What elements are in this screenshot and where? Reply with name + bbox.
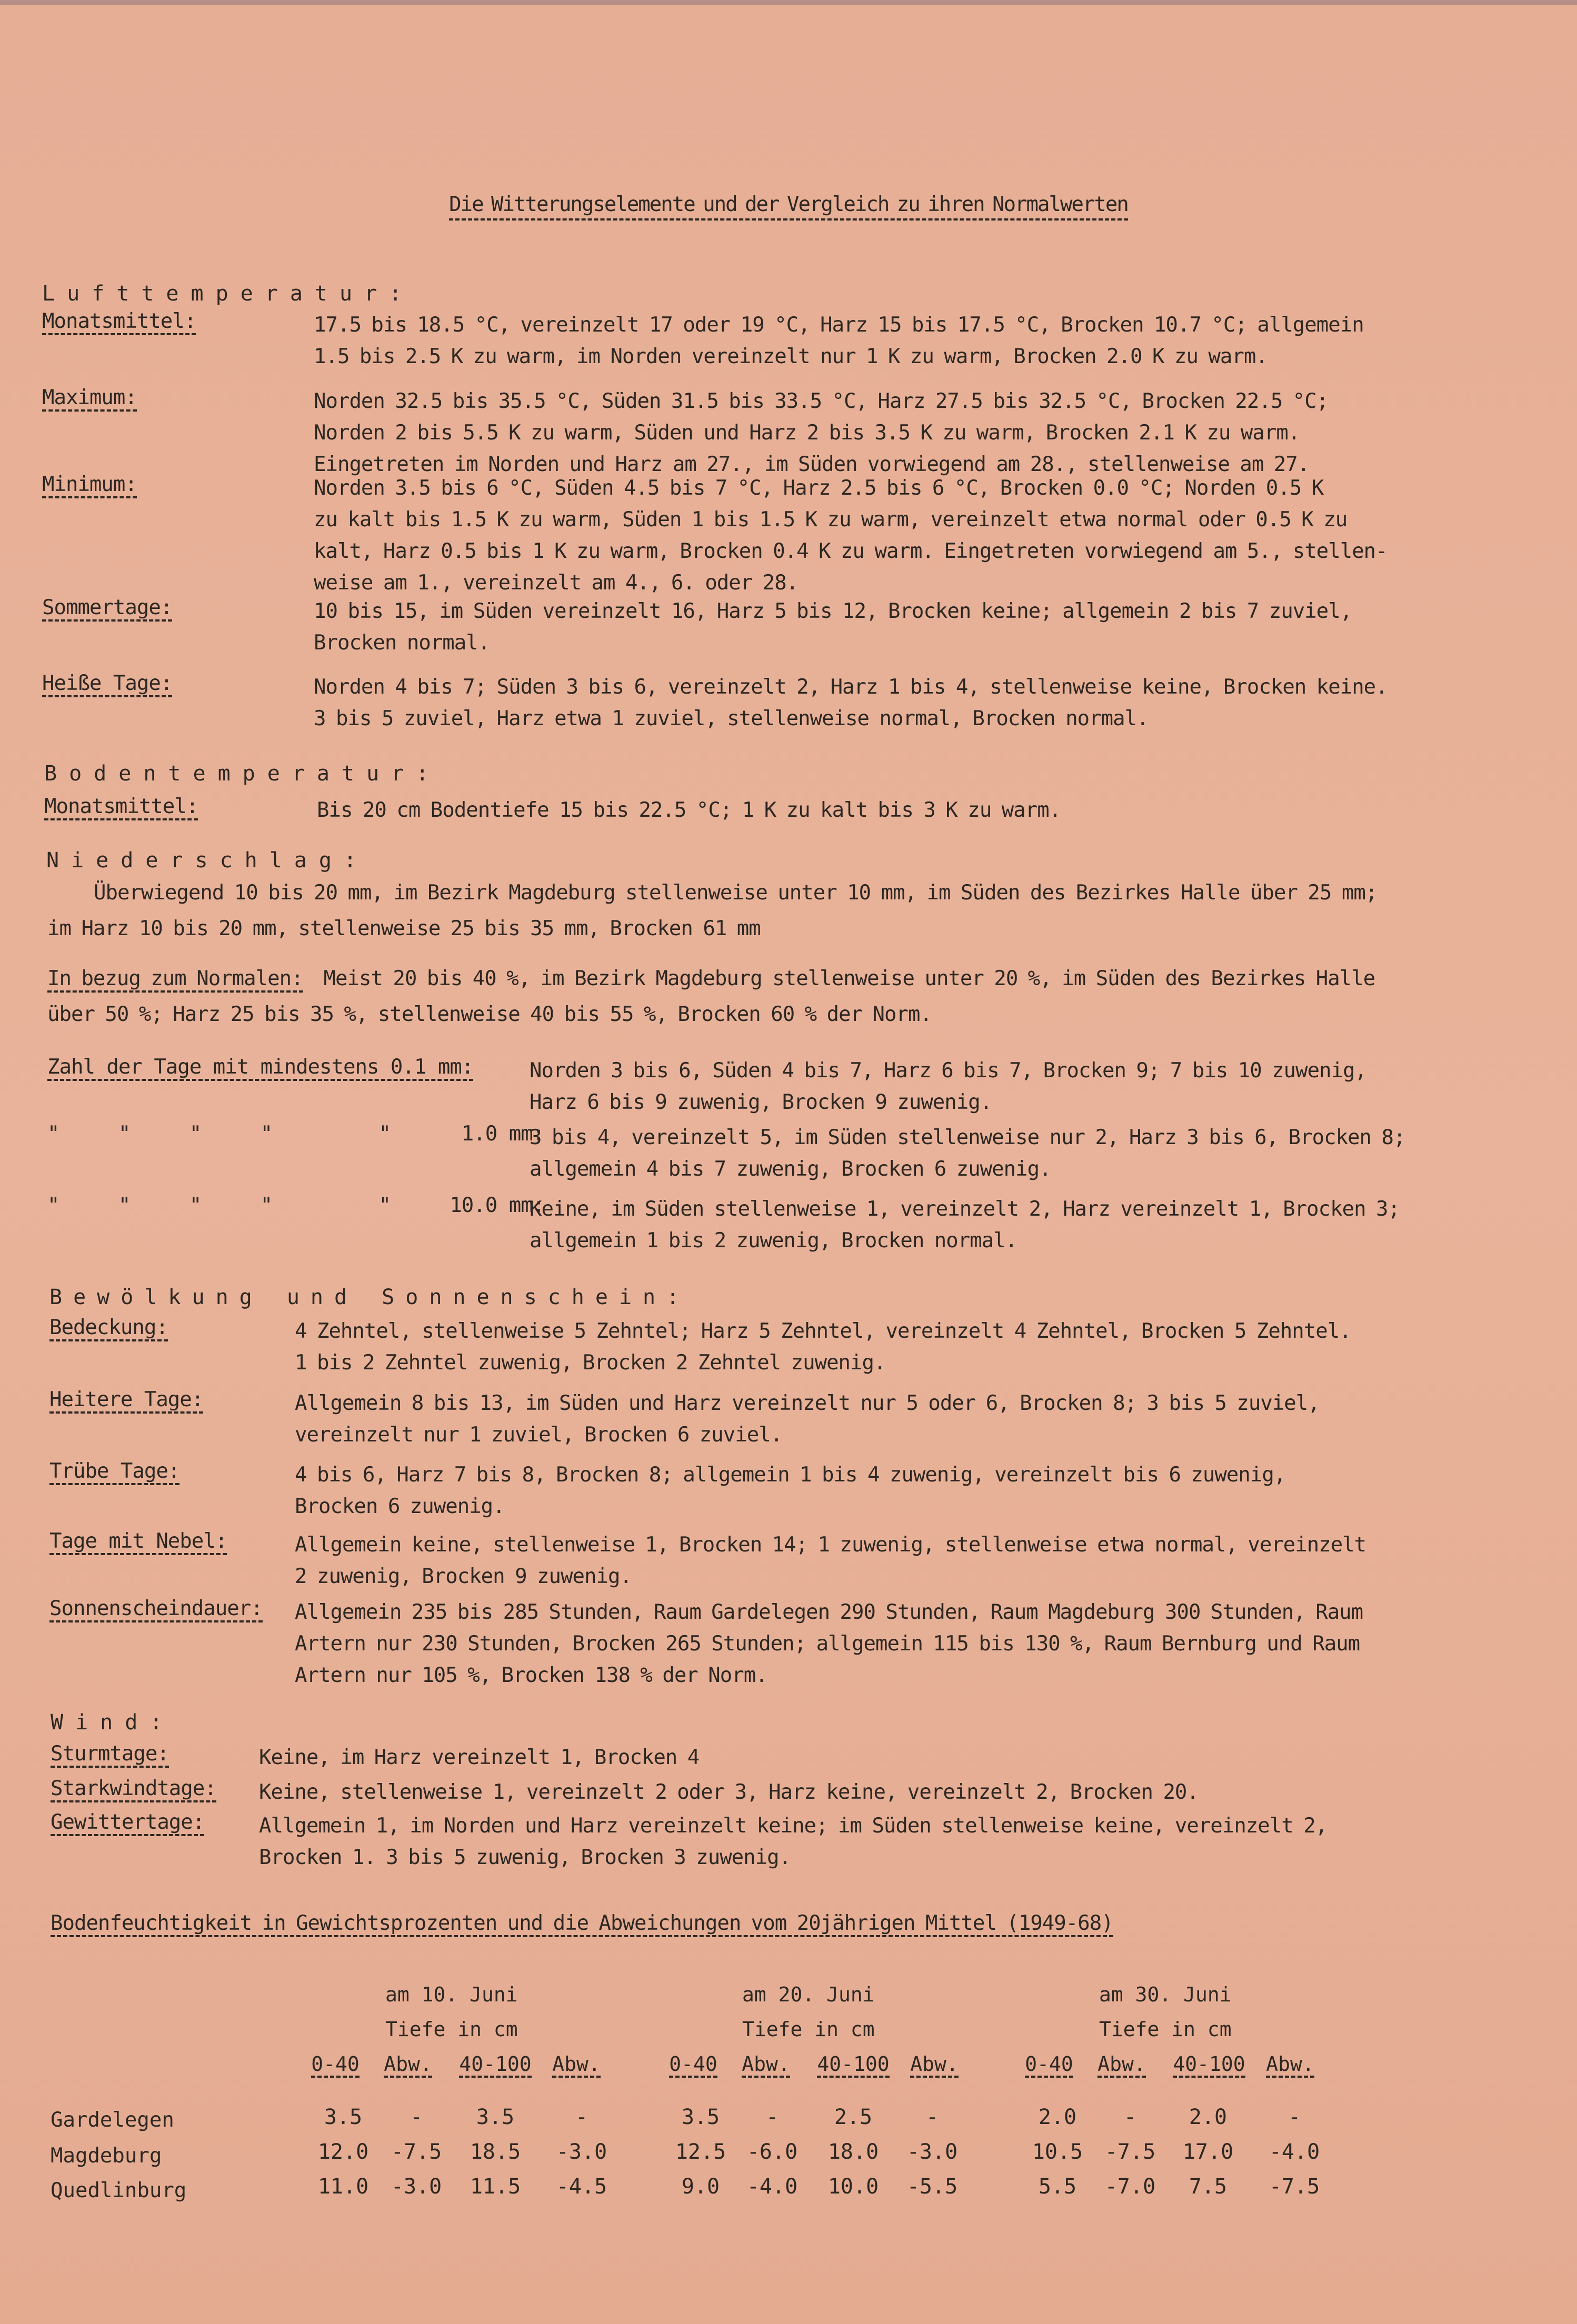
col-header-abw: Abw.	[905, 2052, 963, 2076]
group-depth-10-juni: Tiefe in cm	[385, 2018, 518, 2041]
table-cell: -	[410, 2105, 423, 2129]
col-header-abw: Abw.	[737, 2052, 795, 2076]
text-minimum: Norden 3.5 bis 6 °C, Süden 4.5 bis 7 °C, Harz 2.5 bis 6 °C, Brocken 0.0 °C; Norden 0.5 K zu kalt bis 1.5 K zu warm, Süden 1 bis 1.5 K zu warm, vereinzelt etwa normal oder 0.5 K zu kalt, Harz 0.5 bis 1 K zu warm, Brocken 0.4 K zu warm. Eingetreten vorwiegend am 5., stellen- weise am 1., vereinzelt am 4., 6. oder 28.	[314, 476, 1388, 595]
document-title: Die Witterungselemente und der Vergleich zu ihren Normalwerten	[0, 193, 1577, 216]
label-truebe-tage: Trübe Tage:	[49, 1459, 179, 1483]
table-cell: -	[575, 2105, 588, 2129]
group-date-20-juni: am 20. Juni	[742, 1983, 875, 2006]
table-cell: 17.0	[1182, 2140, 1234, 2164]
col-header-0-40: 0-40	[306, 2052, 364, 2076]
table-cell: 12.0	[317, 2140, 369, 2164]
group-date-30-juni: am 30. Juni	[1099, 1983, 1232, 2006]
label-monatsmittel-boden: Monatsmittel:	[44, 795, 198, 818]
label-tage-100mm: " " " " " 10.0 mm:	[47, 1194, 545, 1217]
text-gewittertage: Allgemein 1, im Norden und Harz vereinzelt keine; im Süden stellenweise keine, vereinzelt 2, Brocken 1. 3 bis 5 zuwenig, Brocken 3 zuwenig.	[259, 1814, 1328, 1869]
text-tage-100mm: Keine, im Süden stellenweise 1, vereinzelt 2, Harz vereinzelt 1, Brocken 3; allgemein 1 bis 2 zuwenig, Brocken normal.	[530, 1197, 1400, 1253]
section-heading-wind: Wind:	[51, 1710, 175, 1735]
niederschlag-normal: In bezug zum Normalen: Meist 20 bis 40 %, im Bezirk Magdeburg stellenweise unter 20 %, im Süden des Bezirkes Halle über 50 %; Harz 25 bis 35 %, stellenweise 40 bis 55 %, Brocken 60 % der Norm.	[47, 967, 1375, 1026]
col-header-40-100: 40-100	[814, 2052, 893, 2076]
table-cell: -7.5	[1269, 2175, 1320, 2199]
table-cell: 10.5	[1032, 2140, 1083, 2164]
group-date-10-juni: am 10. Juni	[385, 1983, 518, 2006]
table-cell: 2.0	[1189, 2105, 1227, 2129]
col-header-40-100: 40-100	[1170, 2052, 1249, 2076]
section-heading-lufttemperatur: Lufttemperatur:	[42, 282, 414, 306]
table-cell: -7.5	[391, 2140, 442, 2164]
table-cell: 2.0	[1038, 2105, 1077, 2129]
row-label-gardelegen: Gardelegen	[51, 2108, 174, 2132]
table-cell: -	[925, 2105, 939, 2129]
table-cell: -3.0	[906, 2140, 958, 2164]
text-monatsmittel: 17.5 bis 18.5 °C, vereinzelt 17 oder 19 °C, Harz 15 bis 17.5 °C, Brocken 10.7 °C; allgemein 1.5 bis 2.5 K zu warm, im Norden vereinzelt nur 1 K zu warm, Brocken 2.0 K zu warm.	[314, 313, 1364, 368]
table-cell: 12.5	[675, 2140, 726, 2164]
text-sturmtage: Keine, im Harz vereinzelt 1, Brocken 4	[259, 1746, 700, 1769]
niederschlag-paragraph: Überwiegend 10 bis 20 mm, im Bezirk Magdeburg stellenweise unter 10 mm, im Süden des Bezirkes Halle über 25 mm; im Harz 10 bis 20 mm, stellenweise 25 bis 35 mm, Brocken 61 mm	[47, 881, 1378, 940]
label-minimum: Minimum:	[42, 473, 137, 496]
table-cell: -7.5	[1104, 2140, 1156, 2164]
table-cell: -5.5	[906, 2175, 958, 2199]
text-maximum: Norden 32.5 bis 35.5 °C, Süden 31.5 bis 33.5 °C, Harz 27.5 bis 32.5 °C, Brocken 22.5 °C; Norden 2 bis 5.5 K zu warm, Süden und Harz 2 bis 3.5 K zu warm, Brocken 2.1 K zu warm. Eingetreten im Norden und Harz am 27., im Süden vorwiegend am 28., stellenweise am 27.	[314, 389, 1329, 476]
text-starkwindtage: Keine, stellenweise 1, vereinzelt 2 oder 3, Harz keine, vereinzelt 2, Brocken 20.	[259, 1780, 1199, 1804]
col-header-0-40: 0-40	[664, 2052, 722, 2076]
text-bedeckung: 4 Zehntel, stellenweise 5 Zehntel; Harz 5 Zehntel, vereinzelt 4 Zehntel, Brocken 5 Zehntel. 1 bis 2 Zehntel zuwenig, Brocken 2 Zehntel zuwenig.	[295, 1319, 1351, 1375]
label-tage-01mm: Zahl der Tage mit mindestens 0.1 mm:	[47, 1055, 473, 1079]
row-label-magdeburg: Magdeburg	[51, 2144, 162, 2168]
label-tage-10mm: " " " " " 1.0 mm:	[47, 1122, 545, 1146]
text-monatsmittel-boden: Bis 20 cm Bodentiefe 15 bis 22.5 °C; 1 K zu kalt bis 3 K zu warm.	[317, 798, 1061, 822]
table-cell: 3.5	[324, 2105, 363, 2129]
text-sommertage: 10 bis 15, im Süden vereinzelt 16, Harz 5 bis 12, Brocken keine; allgemein 2 bis 7 zuviel, Brocken normal.	[314, 599, 1352, 655]
table-cell: 18.5	[470, 2140, 521, 2164]
table-cell: -3.0	[556, 2140, 607, 2164]
label-maximum: Maximum:	[42, 386, 137, 409]
table-cell: 11.5	[470, 2175, 521, 2199]
table-cell: 5.5	[1038, 2175, 1077, 2199]
table-cell: -3.0	[391, 2175, 442, 2199]
label-gewittertage: Gewittertage:	[51, 1810, 204, 1834]
table-cell: 3.5	[681, 2105, 720, 2129]
text-truebe-tage: 4 bis 6, Harz 7 bis 8, Brocken 8; allgemein 1 bis 4 zuwenig, vereinzelt bis 6 zuwenig, Brocken 6 zuwenig.	[295, 1463, 1286, 1518]
section-heading-niederschlag: Niederschlag:	[46, 848, 369, 873]
label-sonnenscheindauer: Sonnenscheindauer:	[49, 1597, 263, 1620]
table-cell: -4.5	[556, 2175, 607, 2199]
label-in-bezug-zum-normalen: In bezug zum Normalen:	[47, 967, 303, 993]
label-tage-mit-nebel: Tage mit Nebel:	[49, 1529, 227, 1553]
text-sonnenscheindauer: Allgemein 235 bis 285 Stunden, Raum Gardelegen 290 Stunden, Raum Magdeburg 300 Stunden, Raum Artern nur 230 Stunden, Brocken 265 Stunden; allgemein 115 bis 130 %, Raum Bernburg und Raum Artern nur 105 %, Brocken 138 % der Norm.	[295, 1600, 1363, 1687]
table-cell: 9.0	[681, 2175, 720, 2199]
label-heisse-tage: Heiße Tage:	[42, 672, 172, 695]
label-sommertage: Sommertage:	[42, 596, 172, 619]
table-cell: 3.5	[476, 2105, 515, 2129]
table-cell: -4.0	[746, 2175, 798, 2199]
group-depth-30-juni: Tiefe in cm	[1099, 2018, 1232, 2041]
section-heading-bewoelkung: Bewölkung und Sonnenschein:	[49, 1285, 691, 1309]
table-cell: 18.0	[827, 2140, 879, 2164]
table-cell: 10.0	[827, 2175, 879, 2199]
table-cell: -4.0	[1269, 2140, 1320, 2164]
group-depth-20-juni: Tiefe in cm	[742, 2018, 875, 2041]
table-cell: -	[765, 2105, 779, 2129]
table-cell: 11.0	[317, 2175, 369, 2199]
table-cell: -	[1287, 2105, 1301, 2129]
text-tage-10mm: 3 bis 4, vereinzelt 5, im Süden stellenweise nur 2, Harz 3 bis 6, Brocken 8; allgemein 4 bis 7 zuwenig, Brocken 6 zuwenig.	[530, 1126, 1405, 1181]
table-cell: 2.5	[834, 2105, 873, 2129]
label-heitere-tage: Heitere Tage:	[49, 1388, 203, 1411]
section-heading-bodentemperatur: Bodentemperatur:	[44, 762, 441, 786]
col-header-0-40: 0-40	[1020, 2052, 1078, 2076]
label-bedeckung: Bedeckung:	[49, 1316, 168, 1339]
text-heisse-tage: Norden 4 bis 7; Süden 3 bis 6, vereinzelt 2, Harz 1 bis 4, stellenweise keine, Brocken keine. 3 bis 5 zuviel, Harz etwa 1 zuviel, stellenweise normal, Brocken normal.	[314, 675, 1388, 730]
table-cell: -6.0	[746, 2140, 798, 2164]
label-starkwindtage: Starkwindtage:	[51, 1777, 216, 1800]
col-header-abw: Abw.	[547, 2052, 605, 2076]
table-cell: 7.5	[1189, 2175, 1227, 2199]
text-heitere-tage: Allgemein 8 bis 13, im Süden und Harz vereinzelt nur 5 oder 6, Brocken 8; 3 bis 5 zuviel, vereinzelt nur 1 zuviel, Brocken 6 zuviel.	[295, 1391, 1320, 1447]
text-tage-mit-nebel: Allgemein keine, stellenweise 1, Brocken 14; 1 zuwenig, stellenweise etwa normal, vereinzelt 2 zuwenig, Brocken 9 zuwenig.	[295, 1533, 1366, 1588]
text-tage-01mm: Norden 3 bis 6, Süden 4 bis 7, Harz 6 bis 7, Brocken 9; 7 bis 10 zuwenig, Harz 6 bis 9 zuwenig, Brocken 9 zuwenig.	[530, 1059, 1367, 1114]
label-sturmtage: Sturmtage:	[51, 1742, 169, 1766]
col-header-abw: Abw.	[379, 2052, 437, 2076]
label-monatsmittel: Monatsmittel:	[42, 309, 196, 333]
row-label-quedlinburg: Quedlinburg	[51, 2179, 187, 2202]
table-cell: -	[1123, 2105, 1137, 2129]
page-top-edge	[0, 0, 1577, 5]
col-header-abw: Abw.	[1261, 2052, 1319, 2076]
table-cell: -7.0	[1104, 2175, 1156, 2199]
col-header-abw: Abw.	[1093, 2052, 1151, 2076]
soil-table-title: Bodenfeuchtigkeit in Gewichtsprozenten und die Abweichungen vom 20jährigen Mittel (1949-68)	[51, 1911, 1113, 1935]
col-header-40-100: 40-100	[456, 2052, 535, 2076]
